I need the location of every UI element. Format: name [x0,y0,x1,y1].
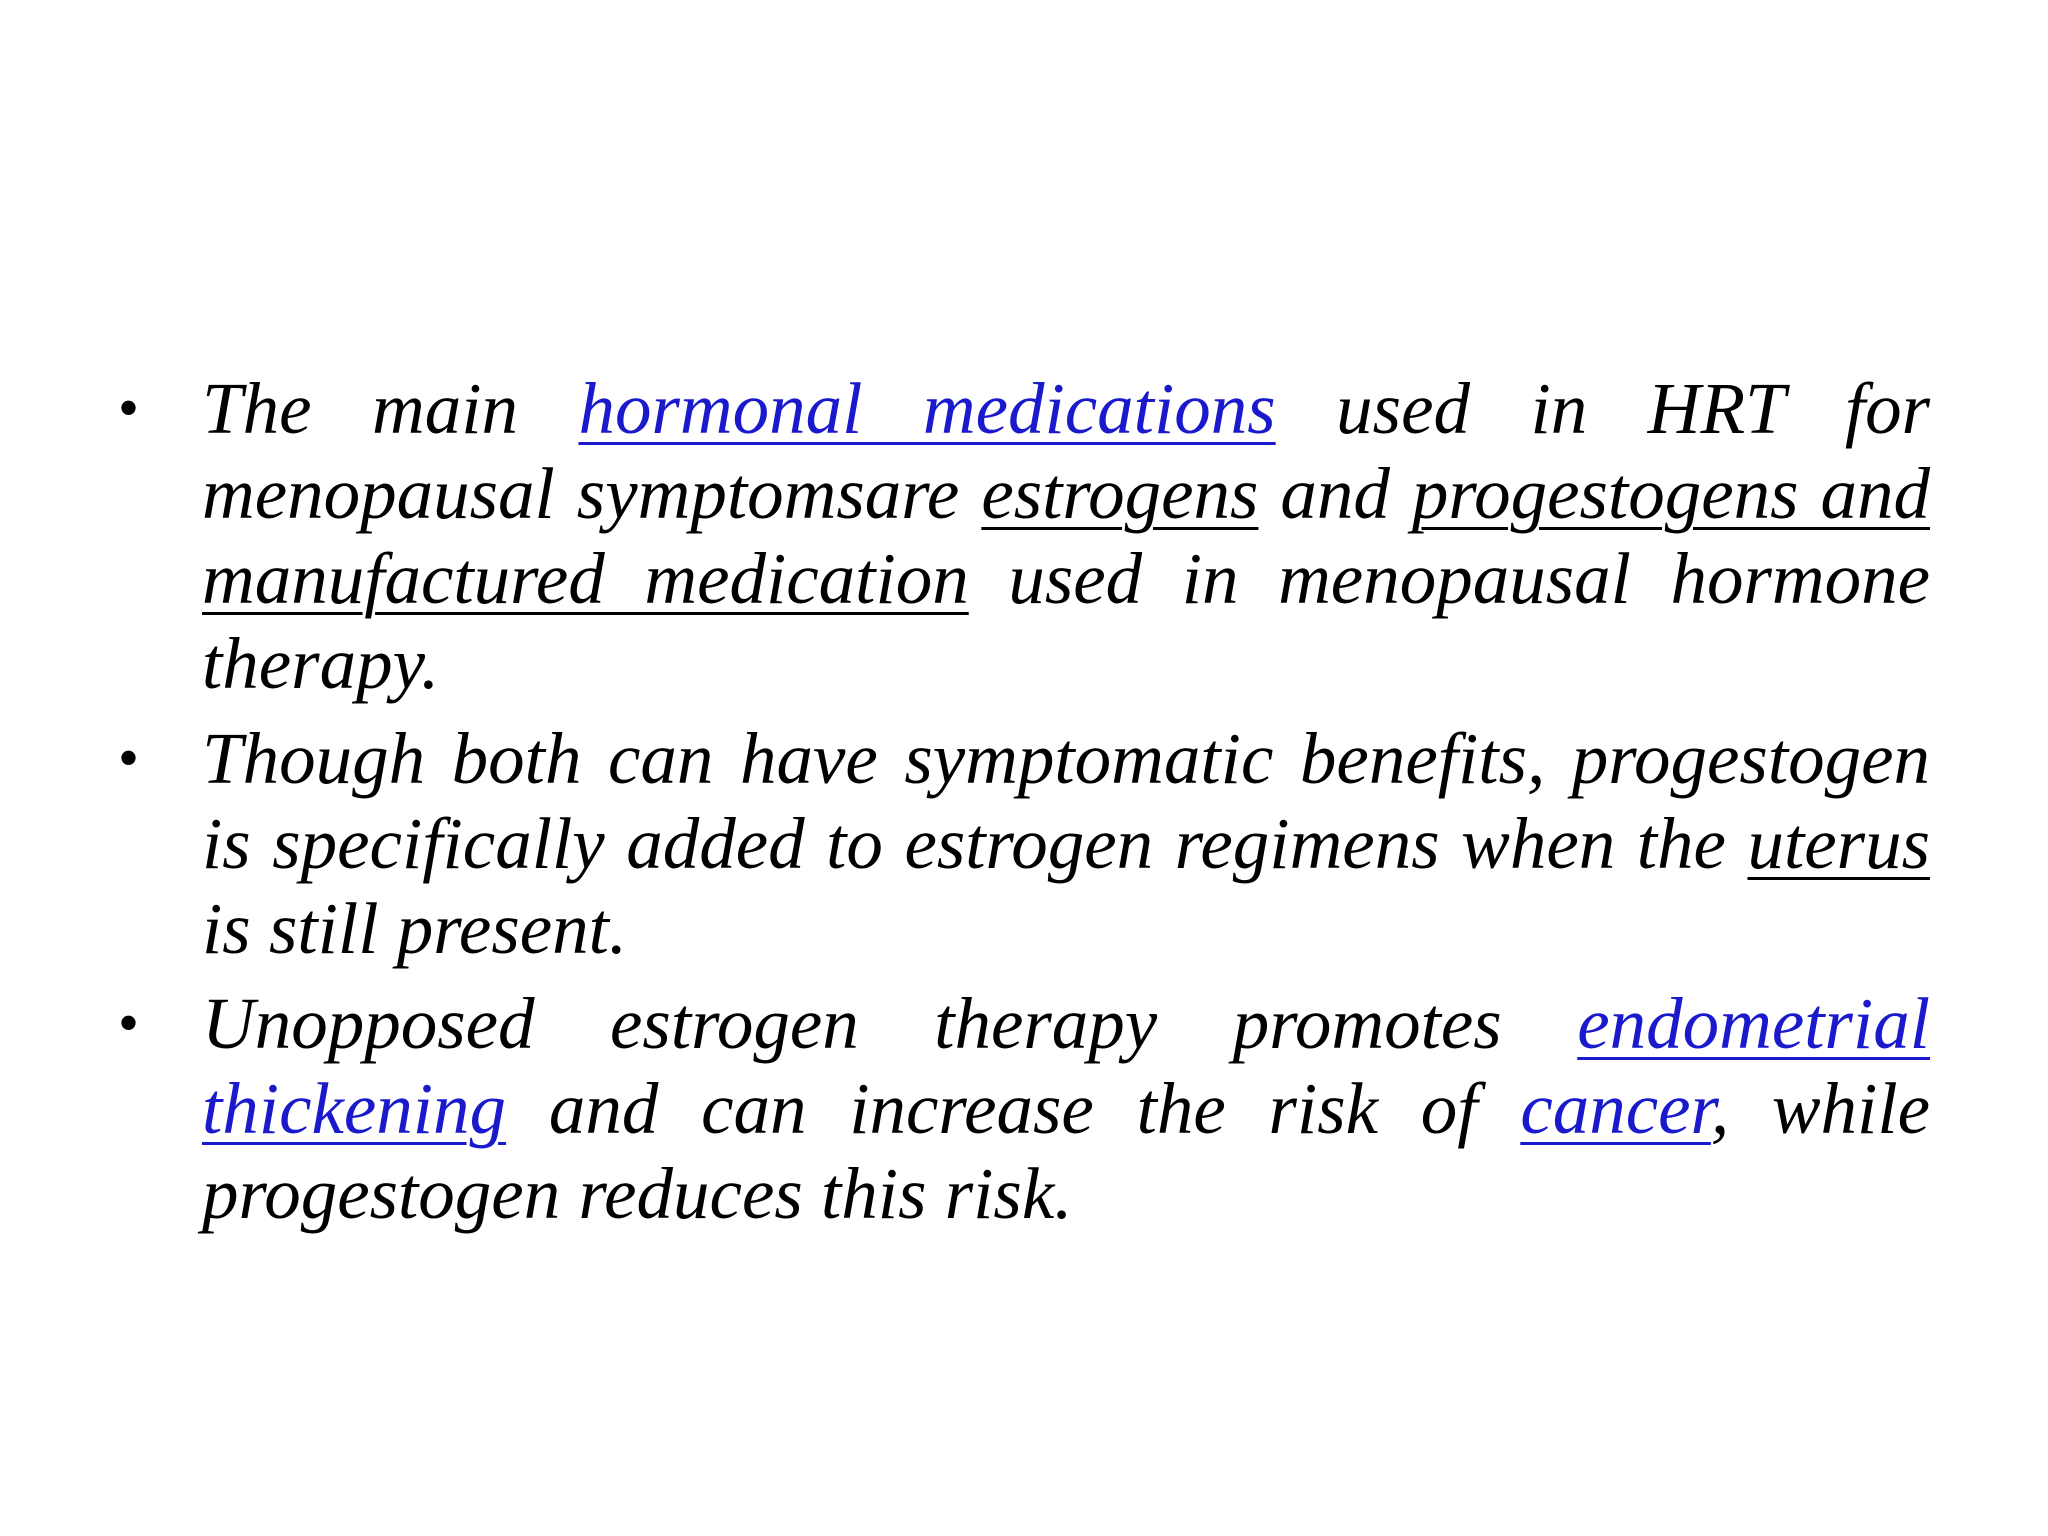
bullet-dot-icon: • [118,375,140,441]
bullet-text: Though both can have symptomatic benefits, progestogen is specifically added to estrogen regimens when the [202,718,1930,884]
hormonal-medications-link[interactable]: hormonal medications [578,368,1276,449]
endometrial-thickening-link[interactable]: endometrial thickening [202,983,1930,1149]
bullet-text: and [1258,453,1412,534]
estrogens-underlined: estrogens [981,453,1259,534]
bullet-text: The main [202,368,579,449]
uterus-underlined: uterus [1747,803,1930,884]
bullet-text: used in HRT for menopausal symptomsare [202,368,1931,534]
bullet-text: is still present. [202,888,628,969]
bullet-dot-icon: • [118,725,140,791]
bullet-text: Unopposed estrogen therapy promotes [202,983,1578,1064]
bullet-text: , while progestogen reduces this risk. [202,1068,1931,1234]
bullet-text: and can increase the risk of [506,1068,1521,1149]
bullet-item [118,366,1930,706]
bullet-list [118,366,1930,1246]
bullet-text: used in menopausal hormone therapy. [202,538,1930,704]
bullet-dot-icon: • [118,990,140,1056]
progestogens-underlined: progestogens and manufactured medication [202,453,1930,619]
cancer-link[interactable]: cancer [1520,1068,1711,1149]
bullet-item [118,981,1930,1236]
bullet-item [118,716,1930,971]
